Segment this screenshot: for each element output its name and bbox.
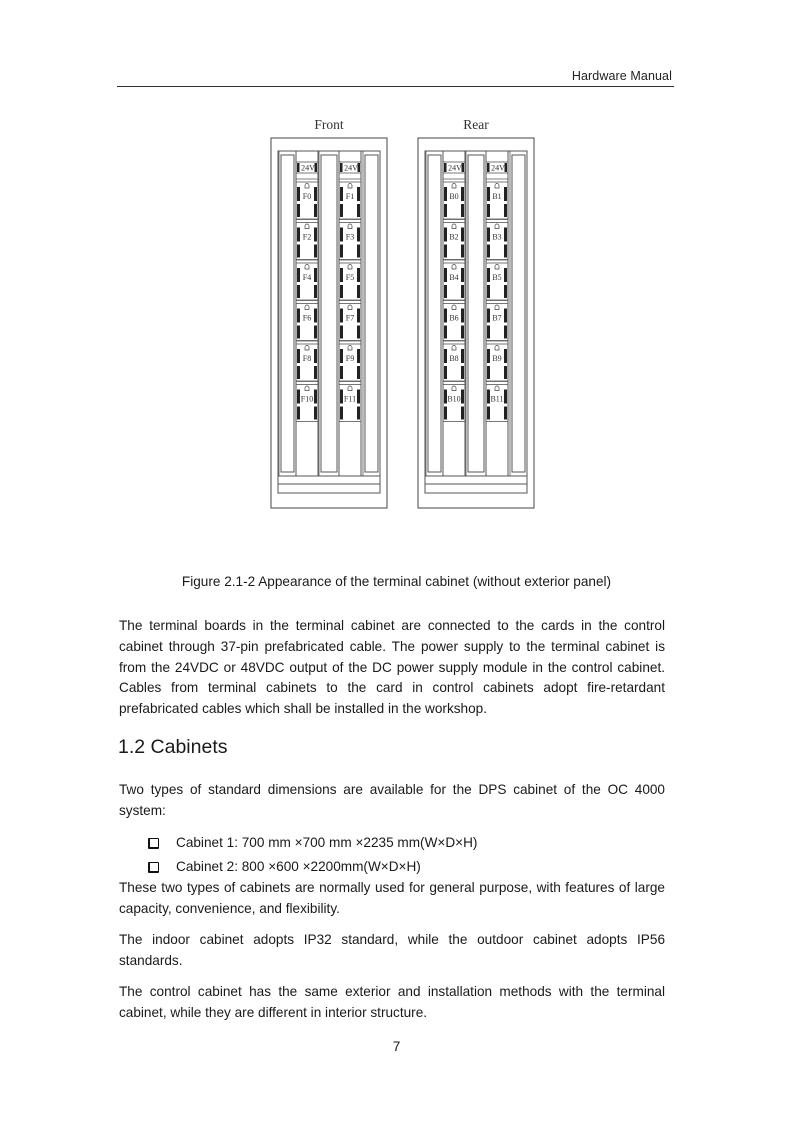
figure-caption: Figure 2.1-2 Appearance of the terminal cabinet (without exterior panel) — [181, 574, 612, 589]
lock-icon — [348, 265, 352, 270]
connector-pin — [461, 245, 464, 258]
board-label: B2 — [449, 232, 459, 242]
connector-pin — [340, 366, 343, 379]
connector-pin — [314, 390, 317, 404]
connector-pin — [340, 285, 343, 298]
connector-pin — [314, 228, 317, 242]
lock-icon — [305, 346, 309, 351]
connector-pin — [444, 163, 447, 172]
cabinet-diagram — [0, 100, 793, 520]
blank-column-frame — [466, 151, 486, 476]
blank-column — [365, 155, 378, 472]
connector-pin — [504, 309, 507, 323]
lock-icon — [495, 224, 499, 229]
checkbox-bullet-icon — [148, 862, 159, 873]
blank-column — [321, 155, 337, 472]
connector-pin — [340, 268, 343, 282]
paragraph-general-purpose: These two types of cabinets are normally used for general purpose, with features of large capacity, convenience, and flexibility. — [119, 880, 665, 916]
cabinet-title-front: Front — [314, 117, 344, 132]
connector-pin — [340, 245, 343, 258]
connector-pin — [357, 285, 360, 298]
connector-pin — [504, 245, 507, 258]
section-heading: 1.2 Cabinets — [118, 736, 228, 758]
connector-pin — [340, 326, 343, 339]
connector-pin — [340, 390, 343, 404]
connector-pin — [461, 326, 464, 339]
lock-icon — [495, 305, 499, 310]
connector-pin — [444, 407, 447, 420]
cabinet-title-rear: Rear — [463, 117, 489, 132]
lock-icon — [305, 265, 309, 270]
connector-pin — [357, 187, 360, 201]
connector-pin — [444, 268, 447, 282]
cabinet-outer-frame — [271, 138, 387, 508]
board-label: B0 — [449, 192, 459, 201]
connector-pin — [461, 228, 464, 242]
connector-pin — [487, 245, 490, 258]
board-label: B7 — [492, 313, 502, 323]
lock-icon — [495, 346, 499, 351]
connector-pin — [461, 309, 464, 323]
lock-icon — [305, 386, 309, 391]
connector-pin — [504, 204, 507, 217]
connector-pin — [314, 407, 317, 420]
connector-pin — [504, 366, 507, 379]
header-divider — [117, 86, 674, 87]
lock-icon — [348, 184, 352, 189]
connector-pin — [504, 390, 507, 404]
connector-pin — [461, 268, 464, 282]
connector-pin — [461, 366, 464, 379]
connector-pin — [461, 407, 464, 420]
connector-pin — [357, 349, 360, 363]
connector-pin — [340, 407, 343, 420]
board-label: B8 — [449, 354, 459, 363]
cabinet-outer-frame — [418, 138, 534, 508]
connector-pin — [504, 268, 507, 282]
blank-column-frame — [510, 151, 527, 476]
connector-pin — [314, 268, 317, 282]
lock-icon — [452, 265, 456, 270]
board-label: F1 — [345, 192, 355, 201]
lock-icon — [452, 386, 456, 391]
lock-icon — [348, 224, 352, 229]
power-label: 24V — [301, 163, 315, 173]
connector-pin — [487, 309, 490, 323]
power-label: 24V — [448, 163, 462, 173]
blank-column — [428, 155, 441, 472]
board-label: F3 — [345, 232, 355, 242]
board-label: F9 — [345, 354, 355, 363]
connector-pin — [297, 349, 300, 363]
connector-pin — [444, 228, 447, 242]
connector-pin — [487, 407, 490, 420]
blank-column — [281, 155, 294, 472]
blank-column-frame — [319, 151, 339, 476]
bullet-text: Cabinet 1: 700 mm ×700 mm ×2235 mm(W×D×H) — [176, 835, 478, 850]
connector-pin — [357, 245, 360, 258]
connector-pin — [504, 407, 507, 420]
connector-pin — [297, 245, 300, 258]
lock-icon — [452, 184, 456, 189]
cabinet-figure — [0, 100, 793, 520]
connector-pin — [444, 366, 447, 379]
connector-pin — [487, 204, 490, 217]
board-label: F0 — [302, 192, 312, 201]
connector-pin — [297, 163, 300, 172]
connector-pin — [314, 285, 317, 298]
board-label: F10 — [300, 394, 314, 404]
connector-pin — [297, 407, 300, 420]
board-label: B5 — [492, 273, 502, 282]
connector-pin — [487, 366, 490, 379]
connector-pin — [297, 285, 300, 298]
connector-pin — [487, 285, 490, 298]
connector-pin — [314, 204, 317, 217]
connector-pin — [340, 163, 343, 172]
connector-pin — [314, 349, 317, 363]
board-label: F5 — [345, 273, 355, 282]
connector-pin — [357, 390, 360, 404]
connector-pin — [487, 163, 490, 172]
connector-pin — [340, 228, 343, 242]
connector-pin — [444, 326, 447, 339]
connector-pin — [340, 204, 343, 217]
lock-icon — [348, 346, 352, 351]
connector-pin — [297, 268, 300, 282]
connector-pin — [314, 245, 317, 258]
connector-pin — [487, 326, 490, 339]
page-number: 7 — [392, 1039, 401, 1054]
connector-pin — [504, 326, 507, 339]
connector-pin — [487, 228, 490, 242]
blank-column — [468, 155, 484, 472]
power-label: 24V — [344, 163, 358, 173]
connector-pin — [357, 268, 360, 282]
connector-pin — [461, 285, 464, 298]
connector-pin — [297, 326, 300, 339]
connector-pin — [297, 204, 300, 217]
lock-icon — [495, 386, 499, 391]
connector-pin — [444, 349, 447, 363]
lock-icon — [305, 184, 309, 189]
board-label: B11 — [490, 394, 504, 404]
connector-pin — [357, 326, 360, 339]
connector-pin — [461, 349, 464, 363]
board-label: F11 — [343, 394, 357, 404]
connector-pin — [297, 390, 300, 404]
paragraph-standard-dimensions: Two types of standard dimensions are available for the DPS cabinet of the OC 4000 system: — [119, 782, 665, 818]
connector-pin — [444, 204, 447, 217]
checkbox-bullet-icon — [148, 838, 159, 849]
lock-icon — [452, 346, 456, 351]
blank-column-frame — [363, 151, 380, 476]
connector-pin — [504, 285, 507, 298]
board-label: F8 — [302, 354, 312, 363]
connector-pin — [340, 349, 343, 363]
paragraph-control-cabinet: The control cabinet has the same exterior and installation methods with the terminal cabinet, while they are different in interior structure. — [119, 984, 665, 1020]
connector-pin — [504, 228, 507, 242]
connector-pin — [297, 228, 300, 242]
lock-icon — [305, 224, 309, 229]
board-label: F7 — [345, 313, 355, 323]
connector-pin — [461, 204, 464, 217]
connector-pin — [314, 366, 317, 379]
blank-column — [512, 155, 525, 472]
connector-pin — [504, 349, 507, 363]
connector-pin — [340, 309, 343, 323]
connector-pin — [340, 187, 343, 201]
connector-pin — [357, 309, 360, 323]
lock-icon — [495, 265, 499, 270]
paragraph-ip-standards: The indoor cabinet adopts IP32 standard, while the outdoor cabinet adopts IP56 standards. — [119, 932, 665, 968]
power-label: 24V — [491, 163, 505, 173]
connector-pin — [297, 366, 300, 379]
connector-pin — [297, 309, 300, 323]
connector-pin — [461, 390, 464, 404]
blank-column-frame — [279, 151, 296, 476]
board-label: B6 — [449, 313, 459, 323]
board-label: F6 — [302, 313, 312, 323]
connector-pin — [487, 187, 490, 201]
connector-pin — [444, 285, 447, 298]
connector-pin — [461, 187, 464, 201]
connector-pin — [314, 326, 317, 339]
lock-icon — [452, 224, 456, 229]
connector-pin — [357, 228, 360, 242]
board-label: B4 — [449, 273, 459, 282]
connector-pin — [357, 204, 360, 217]
connector-pin — [487, 268, 490, 282]
connector-pin — [314, 187, 317, 201]
connector-pin — [444, 245, 447, 258]
board-label: B1 — [492, 192, 502, 201]
lock-icon — [348, 305, 352, 310]
header-title: Hardware Manual — [571, 69, 672, 83]
paragraph-terminal-boards: The terminal boards in the terminal cabinet are connected to the cards in the control cabinet through 37-pin prefabricated cable. The power supply to the terminal cabinet is from the 24VDC or 48VDC output of the DC power supply module in the control cabinet. Cables from terminal cabinets to the card in control cabinets adopt fire-retardant prefabricated cables which shall be installed in the workshop. — [119, 618, 665, 717]
board-label: B3 — [492, 232, 502, 242]
bullet-text: Cabinet 2: 800 ×600 ×2200mm(W×D×H) — [176, 859, 421, 874]
lock-icon — [495, 184, 499, 189]
board-label: B9 — [492, 354, 502, 363]
lock-icon — [348, 386, 352, 391]
lock-icon — [452, 305, 456, 310]
connector-pin — [444, 309, 447, 323]
connector-pin — [314, 309, 317, 323]
board-label: F4 — [302, 273, 312, 282]
board-label: B10 — [447, 394, 461, 404]
blank-column-frame — [426, 151, 443, 476]
connector-pin — [444, 187, 447, 201]
lock-icon — [305, 305, 309, 310]
connector-pin — [504, 187, 507, 201]
connector-pin — [297, 187, 300, 201]
connector-pin — [487, 349, 490, 363]
connector-pin — [357, 366, 360, 379]
connector-pin — [357, 407, 360, 420]
board-label: F2 — [302, 232, 312, 242]
